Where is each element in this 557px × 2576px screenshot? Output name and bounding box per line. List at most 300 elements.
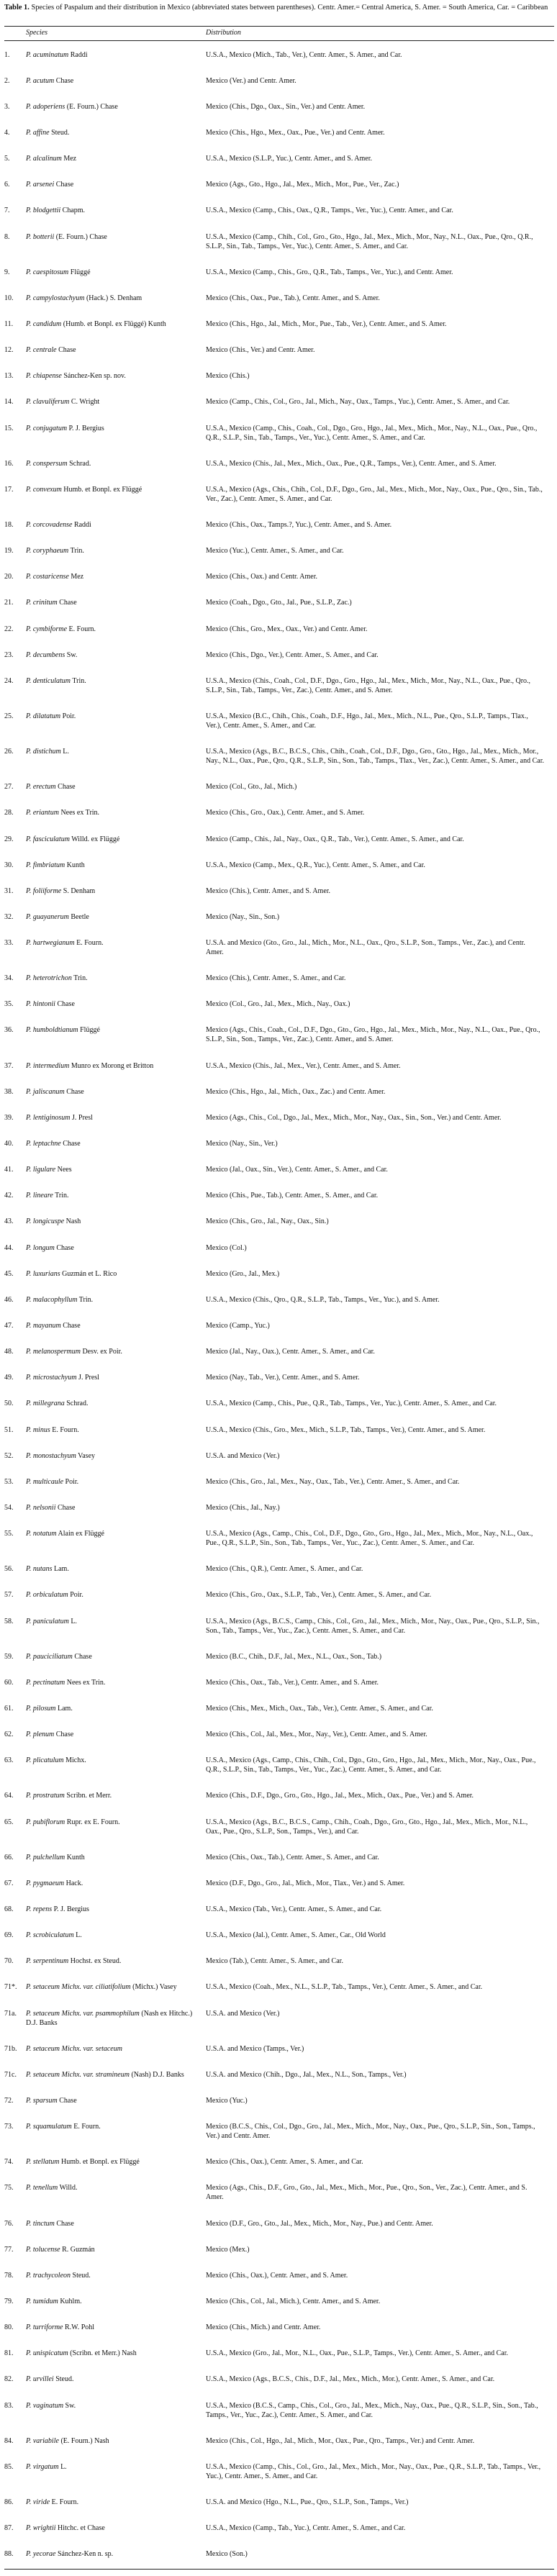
species-distribution: Mexico (Chis., Gro., Oax.), Centr. Amer., and S. Amer. xyxy=(206,809,365,817)
species-name xyxy=(26,520,206,538)
table-row xyxy=(0,1209,557,1235)
species-binomial: P. malacophyllum xyxy=(26,1295,78,1304)
row-number: 58. xyxy=(4,1617,14,1625)
species-name xyxy=(26,1678,206,1696)
species-authority: L. xyxy=(58,2462,67,2471)
table-row xyxy=(0,94,557,119)
species-distribution: U.S.A., Mexico (Tab., Ver.), Centr. Amer., S. Amer., and Car. xyxy=(206,1905,382,1913)
species-authority: L. xyxy=(68,1617,77,1625)
table-row xyxy=(0,119,557,145)
table-row xyxy=(0,2393,557,2428)
species-distribution: Mexico (Camp., Yuc.) xyxy=(206,1322,270,1330)
species-authority: Trin. xyxy=(68,547,84,555)
species-name xyxy=(26,459,206,477)
row-number: 2. xyxy=(4,76,10,85)
row-number: 69. xyxy=(4,1931,14,1940)
species-distribution: Mexico (Col.) xyxy=(206,1243,247,1252)
table-row xyxy=(0,590,557,616)
species-binomial: P. sparsum xyxy=(26,2096,58,2105)
table-row xyxy=(0,992,557,1017)
species-name xyxy=(26,2122,206,2149)
species-name xyxy=(26,1399,206,1417)
species-name xyxy=(26,1295,206,1313)
species-distribution: U.S.A., Mexico (Ags., B.C.S., Camp., Chis., Col., Gro., Jal., Mex., Mich., Mor., Nay., Oax., Pue., Qro., S.L.P., Sin., Son., Tab., Tamps., Ver., Yuc., Zac.), Centr. Amer., S. Amer., and Car. xyxy=(206,1617,540,1635)
species-distribution: U.S.A., Mexico (Ags., B.C.S., Chis., D.F., Jal., Mex., Mich., Mor.), Centr. Amer., S. Amer., and Car. xyxy=(206,2375,495,2384)
species-authority: Chase xyxy=(55,1504,76,1513)
row-number: 65. xyxy=(4,1818,14,1826)
species-binomial: P. chiapense xyxy=(26,372,62,381)
species-binomial: P. tumidum xyxy=(26,2297,58,2305)
species-name xyxy=(26,2436,206,2454)
species-binomial: P. mayanum xyxy=(26,1322,61,1330)
table-top-rule xyxy=(4,26,554,27)
species-binomial: P. fimbriatum xyxy=(26,861,65,869)
species-binomial: P. yecorae xyxy=(26,2550,56,2559)
species-binomial: P. arsenei xyxy=(26,181,55,189)
species-binomial: P. plenum xyxy=(26,1731,55,1739)
species-authority: Chase xyxy=(57,599,77,607)
table-row xyxy=(0,642,557,668)
row-number: 1. xyxy=(4,50,10,59)
species-authority: Schrad. xyxy=(67,459,91,468)
species-binomial: P. leptachne xyxy=(26,1140,61,1148)
row-number: 30. xyxy=(4,861,14,869)
species-binomial: P. lineare xyxy=(26,1192,53,1200)
table-row xyxy=(0,1105,557,1130)
species-distribution: Mexico (Chis., Gro., Mex., Oax., Ver.) and Centr. Amer. xyxy=(206,625,368,633)
species-name xyxy=(26,1373,206,1391)
species-authority: Chase xyxy=(64,1087,84,1096)
row-number: 25. xyxy=(4,712,14,720)
row-number: 88. xyxy=(4,2550,14,2559)
table-row xyxy=(0,68,557,94)
species-binomial: P. turriforme xyxy=(26,2323,63,2332)
species-binomial: P. monostachyum xyxy=(26,1451,76,1460)
species-name xyxy=(26,2297,206,2315)
species-binomial: P. microstachyum xyxy=(26,1374,77,1382)
species-name xyxy=(26,371,206,389)
species-distribution: Mexico (Chis., Dgo., Ver.), Centr. Amer., S. Amer., and Car. xyxy=(206,650,379,659)
species-distribution: Mexico (Ver.) and Centr. Amer. xyxy=(206,76,296,85)
species-binomial: P. candidum xyxy=(26,319,62,328)
species-authority: Rupr. ex E. Fourn. xyxy=(65,1818,120,1826)
species-authority: Chase xyxy=(55,1000,75,1009)
row-number: 85. xyxy=(4,2462,14,2471)
table-row xyxy=(0,538,557,564)
species-name xyxy=(26,2245,206,2263)
table-row xyxy=(0,1809,557,1844)
species-distribution: Mexico (Chis., Ver.) and Centr. Amer. xyxy=(206,346,315,355)
species-name xyxy=(26,650,206,668)
species-binomial: P. hartwegianum xyxy=(26,939,75,948)
species-binomial: P. acutum xyxy=(26,76,55,85)
species-authority: Mez xyxy=(68,573,84,581)
row-number: 40. xyxy=(4,1140,14,1148)
row-number: 37. xyxy=(4,1061,14,1070)
table-row xyxy=(0,703,557,738)
species-name xyxy=(26,1425,206,1443)
species-binomial: P. millegrana xyxy=(26,1400,65,1408)
row-number: 56. xyxy=(4,1565,14,1574)
species-binomial: P. eriantum xyxy=(26,809,59,817)
species-authority: (Scribn. et Merr.) Nash xyxy=(68,2349,137,2358)
species-name xyxy=(26,1025,206,1053)
species-distribution: Mexico (Chis.), Centr. Amer., and S. Amer. xyxy=(206,886,331,895)
row-number: 5. xyxy=(4,155,10,163)
species-name xyxy=(26,180,206,198)
row-number: 28. xyxy=(4,809,14,817)
species-binomial: P. nelsonii xyxy=(26,1504,56,1513)
species-distribution: U.S.A., Mexico (Chis., Gro., Mex., Mich., S.L.P., Tab., Tamps., Ver.), Centr. Amer., and S. Amer. xyxy=(206,1425,486,1434)
species-name xyxy=(26,2271,206,2289)
species-authority: Trin. xyxy=(71,974,88,983)
species-authority: Humb. et Bonpl. ex Flüggé xyxy=(59,2158,140,2167)
table-row xyxy=(0,1287,557,1312)
species-distribution: U.S.A., Mexico (Ags., Camp., Chis., Col., D.F., Dgo., Gto., Gro., Hgo., Jal., Mex., Mich., Mor., Nay., N.L., Oax., Pue., Q.R., S.L.P., Sin., Son., Tab., Tamps., Ver., Yuc., Zac.), Centr. Amer., S. Amer., and Car. xyxy=(206,1530,533,1548)
species-distribution: U.S.A., Mexico (Camp., Chis., Coah., Col., Dgo., Gro., Hgo., Jal., Mex., Mich., Mor., Nay., N.L., Oax., Pue., Qro., Q.R., S.L.P., Sin., Tab., Tamps., Ver., Yuc.), Centr. Amer., S. Amer., and Car. xyxy=(206,424,538,442)
table-row xyxy=(0,512,557,538)
row-number: 66. xyxy=(4,1853,14,1861)
row-number: 84. xyxy=(4,2436,14,2445)
species-binomial: P. tolucense xyxy=(26,2245,60,2254)
species-name xyxy=(26,128,206,146)
table-row xyxy=(0,1079,557,1105)
row-number: 60. xyxy=(4,1678,14,1687)
species-binomial: P. pygmaeum xyxy=(26,1879,65,1887)
species-name xyxy=(26,2498,206,2516)
row-number: 63. xyxy=(4,1756,14,1765)
species-distribution: U.S.A., Mexico (Jal.), Centr. Amer., S. Amer., Car., Old World xyxy=(206,1931,386,1940)
table-row xyxy=(0,415,557,450)
table-row xyxy=(0,2236,557,2262)
species-name xyxy=(26,1243,206,1261)
species-binomial: P. acuminatum xyxy=(26,50,69,59)
species-name xyxy=(26,424,206,451)
species-distribution: Mexico (Chis., Oax.), Centr. Amer., and S. Amer. xyxy=(206,2271,348,2280)
row-number: 23. xyxy=(4,650,14,659)
species-name xyxy=(26,1529,206,1556)
table-row xyxy=(0,966,557,992)
species-binomial: P. costaricense xyxy=(26,573,69,581)
species-name xyxy=(26,2009,206,2036)
species-authority: L. xyxy=(73,1931,82,1940)
species-binomial: P. distichum xyxy=(26,748,61,756)
species-binomial: P. adoperiens xyxy=(26,102,65,111)
species-authority: J. Presl xyxy=(70,1113,93,1122)
species-name xyxy=(26,76,206,94)
row-number: 62. xyxy=(4,1731,14,1739)
table-row xyxy=(0,1974,557,2000)
species-distribution: U.S.A., Mexico (Camp., Mex., Q.R., Yuc.), Centr. Amer., S. Amer., and Car. xyxy=(206,861,425,869)
species-binomial: P. luxurians xyxy=(26,1269,60,1278)
species-authority: Chase xyxy=(54,1731,74,1739)
table-row xyxy=(0,2210,557,2236)
species-authority: R. Guzmán xyxy=(60,2245,95,2254)
species-distribution: Mexico (Ags., Chis., Col., Dgo., Jal., Mex., Mich., Mor., Nay., Oax., Sin., Son., Ver.) and Centr. Amer. xyxy=(206,1113,502,1122)
table-row xyxy=(0,1844,557,1870)
table-row xyxy=(0,2367,557,2393)
species-distribution: Mexico (Chis., Oax., Tab.), Centr. Amer., S. Amer., and Car. xyxy=(206,1853,379,1861)
species-distribution: U.S.A., Mexico (Ags., B.C., B.C.S., Chis., Chih., Coah., Col., D.F., Dgo., Gro., Gto., Hgo., Jal., Mex., Mich., Mor., Nay., N.L., Oax., Pue., Qro., Q.R., S.L.P., Sin., Son., Tab., Tamps., Tlax., Ver., Zac.), Centr. Amer., S. Amer., and Car. xyxy=(206,748,544,766)
species-binomial: P. decumbens xyxy=(26,650,65,659)
species-distribution: Mexico (Son.) xyxy=(206,2550,248,2559)
species-binomial: P. guayanerum xyxy=(26,912,69,921)
table-row xyxy=(0,1365,557,1391)
table-row xyxy=(0,2428,557,2454)
species-name xyxy=(26,1818,206,1845)
row-number: 87. xyxy=(4,2524,14,2533)
species-binomial: P. cymbiforme xyxy=(26,625,68,633)
row-number: 38. xyxy=(4,1087,14,1096)
species-name xyxy=(26,1791,206,1809)
species-authority: Schrad. xyxy=(64,1400,89,1408)
row-number: 36. xyxy=(4,1026,14,1035)
species-distribution: Mexico (Jal., Oax., Sin., Ver.), Centr. Amer., S. Amer., and Car. xyxy=(206,1166,388,1174)
species-authority: Lam. xyxy=(52,1565,69,1574)
species-distribution: Mexico (Camp., Chis., Col., Gro., Jal., Mich., Nay., Oax., Tamps., Yuc.), Centr. Amer., S. Amer., and Car. xyxy=(206,398,510,407)
table-row xyxy=(0,42,557,68)
species-distribution: Mexico (Chis., Hgo., Jal., Mich., Oax., Zac.) and Centr. Amer. xyxy=(206,1087,386,1096)
species-distribution: Mexico (Chis., Q.R.), Centr. Amer., S. Amer., and Car. xyxy=(206,1565,363,1574)
row-number: 22. xyxy=(4,625,14,633)
species-binomial: P. alcalinum xyxy=(26,155,62,163)
table-row xyxy=(0,2454,557,2489)
table-row xyxy=(0,2087,557,2113)
table-row xyxy=(0,476,557,512)
species-name xyxy=(26,1617,206,1644)
species-authority: (E. Fourn.) Chase xyxy=(65,102,118,111)
table-row xyxy=(0,1495,557,1520)
species-authority: E. Fourn. xyxy=(67,625,96,633)
species-authority: (Hack.) S. Denham xyxy=(84,294,142,302)
species-distribution: Mexico (Chis., Oax.) and Centr. Amer. xyxy=(206,573,317,581)
species-binomial: P. convexum xyxy=(26,485,62,494)
species-distribution: Mexico (Chis., Dgo., Oax., Sin., Ver.) and Centr. Amer. xyxy=(206,102,366,111)
species-authority: Chase xyxy=(54,2219,74,2228)
species-distribution: U.S.A. and Mexico (Tamps., Ver.) xyxy=(206,2044,304,2053)
row-number: 19. xyxy=(4,547,14,555)
species-name xyxy=(26,50,206,68)
table-row xyxy=(0,2036,557,2062)
table-row xyxy=(0,2262,557,2288)
row-number: 43. xyxy=(4,1217,14,1226)
row-number: 3. xyxy=(4,102,10,111)
species-binomial: P. pubiflorum xyxy=(26,1818,65,1826)
species-name xyxy=(26,1730,206,1748)
species-authority: Trin. xyxy=(77,1295,94,1304)
species-authority: Flüggé xyxy=(78,1026,100,1035)
row-number: 72. xyxy=(4,2096,14,2105)
species-distribution: U.S.A., Mexico (Chis., Jal., Mex., Mich., Oax., Pue., Q.R., Tamps., Ver.), Centr. Amer., and S. Amer. xyxy=(206,459,497,468)
row-number: 53. xyxy=(4,1477,14,1486)
table-row xyxy=(0,1870,557,1896)
table-row xyxy=(0,2516,557,2541)
table-row xyxy=(0,774,557,800)
species-authority: Chase xyxy=(56,346,76,355)
species-name xyxy=(26,572,206,590)
species-binomial: P. urvillei xyxy=(26,2375,54,2384)
species-authority: Alain ex Flüggé xyxy=(56,1530,104,1538)
species-binomial: P. squamulatum xyxy=(26,2123,72,2131)
species-authority: (Humb. et Bonpl. ex Flüggé) Kunth xyxy=(61,319,166,328)
row-number: 31. xyxy=(4,886,14,895)
species-name xyxy=(26,1982,206,2000)
species-binomial: P. erectum xyxy=(26,783,56,792)
table-row xyxy=(0,1339,557,1365)
species-name xyxy=(26,1853,206,1871)
species-binomial: P. pectinatum xyxy=(26,1678,65,1687)
species-name xyxy=(26,1503,206,1521)
species-binomial: P. foliiforme xyxy=(26,886,62,895)
species-authority: Trin. xyxy=(53,1192,69,1200)
species-name xyxy=(26,102,206,120)
table-row xyxy=(0,1521,557,1556)
species-distribution: Mexico (Chis., Oax., Tab., Ver.), Centr. Amer., and S. Amer. xyxy=(206,1678,379,1687)
species-distribution: U.S.A., Mexico (Ags., Camp., Chis., Chih., Col., Dgo., Gto., Gro., Hgo., Jal., Mex., Mich., Mor., Nay., Oax., Pue., Q.R., S.L.P., Sin., Tab., Tamps., Ver., Yuc., Zac.), Centr. Amer., S. Amer., and Car. xyxy=(206,1756,536,1774)
table-row xyxy=(0,800,557,826)
row-number: 46. xyxy=(4,1295,14,1304)
row-number: 86. xyxy=(4,2498,14,2506)
species-authority: Chase xyxy=(57,2096,77,2105)
species-name xyxy=(26,1087,206,1105)
species-name xyxy=(26,2401,206,2428)
row-number: 57. xyxy=(4,1591,14,1600)
row-number: 17. xyxy=(4,485,14,494)
table-row xyxy=(0,1643,557,1669)
species-name xyxy=(26,2219,206,2237)
species-name xyxy=(26,1113,206,1131)
species-binomial: P. repens xyxy=(26,1905,53,1913)
species-distribution: Mexico (Chis., Jal., Nay.) xyxy=(206,1504,280,1513)
species-binomial: P. conjugatum xyxy=(26,424,68,432)
species-authority: Sánchez-Ken n. sp. xyxy=(55,2550,114,2559)
species-authority: Sw. xyxy=(63,2401,76,2410)
species-binomial: P. orbiculatum xyxy=(26,1591,68,1600)
species-name xyxy=(26,1139,206,1157)
species-distribution: Mexico (Chis., Gro., Jal., Mex., Nay., Oax., Tab., Ver.), Centr. Amer., S. Amer., and Car. xyxy=(206,1477,460,1486)
species-authority: (Nash) D.J. Banks xyxy=(129,2070,184,2079)
species-name xyxy=(26,485,206,512)
species-name xyxy=(26,2070,206,2088)
table-row xyxy=(0,1312,557,1338)
row-number: 32. xyxy=(4,912,14,921)
table-row xyxy=(0,285,557,311)
species-authority: Chase xyxy=(55,783,76,792)
row-number: 73. xyxy=(4,2123,14,2131)
species-binomial: P. affine xyxy=(26,128,50,137)
species-name xyxy=(26,2375,206,2393)
species-distribution: Mexico (Ags., Chis., D.F., Gro., Gto., Jal., Mex., Mich., Mor., Pue., Qro., Son., Ver., Zac.), Centr. Amer., and S. Amer. xyxy=(206,2184,527,2202)
species-binomial: P. corcovadense xyxy=(26,520,73,529)
table-row xyxy=(0,1896,557,1922)
species-name xyxy=(26,1451,206,1469)
species-distribution: U.S.A. and Mexico (Ver.) xyxy=(206,1451,280,1460)
species-distribution: Mexico (Nay., Tab., Ver.), Centr. Amer., and S. Amer. xyxy=(206,1374,360,1382)
species-binomial: P. variabile xyxy=(26,2436,59,2445)
table-caption xyxy=(4,3,553,13)
species-name xyxy=(26,1704,206,1722)
species-authority: J. Presl xyxy=(76,1374,99,1382)
species-authority: Humb. et Bonpl. ex Flüggé xyxy=(61,485,142,494)
table-row xyxy=(0,259,557,285)
row-number: 48. xyxy=(4,1348,14,1356)
species-authority: Chase xyxy=(54,76,74,85)
species-distribution: U.S.A., Mexico (Camp., Tab., Yuc.), Centr. Amer., S. Amer., and Car. xyxy=(206,2524,406,2533)
species-authority: Steud. xyxy=(49,128,70,137)
species-binomial: P. setaceum Michx. var. setaceum xyxy=(26,2044,122,2053)
species-name xyxy=(26,886,206,904)
species-name xyxy=(26,1269,206,1287)
species-name xyxy=(26,1756,206,1783)
species-authority: Nees ex Trin. xyxy=(65,1678,106,1687)
species-name xyxy=(26,2044,206,2062)
species-binomial: P. notatum xyxy=(26,1530,57,1538)
species-distribution: Mexico (Chis.), Centr. Amer., S. Amer., and Car. xyxy=(206,974,346,983)
species-binomial: P. tinctum xyxy=(26,2219,55,2228)
species-distribution: U.S.A., Mexico (Camp., Chis., Gro., Q.R., Tab., Tamps., Ver., Yuc.), and Centr. Amer. xyxy=(206,268,453,276)
species-distribution: U.S.A., Mexico (Mich., Tab., Ver.), Centr. Amer., S. Amer., and Car. xyxy=(206,50,402,59)
row-number: 33. xyxy=(4,939,14,948)
species-distribution: U.S.A., Mexico (Camp., Chih., Col., Gro., Gto., Hgo., Jal., Mex., Mich., Mor., Nay., N.L., Oax., Pue., Qro., Q.R., S.L.P., Sin., Tab., Tamps., Ver., Yuc.), Centr. Amer., S. Amer., and Car. xyxy=(206,232,533,250)
species-authority: Guzmán et L. Rico xyxy=(60,1269,117,1278)
table-bottom-rule xyxy=(4,2569,554,2570)
species-name xyxy=(26,598,206,616)
species-binomial: P. clavuliferum xyxy=(26,398,70,407)
species-name xyxy=(26,1879,206,1897)
table-row xyxy=(0,1391,557,1417)
species-authority: Nash xyxy=(64,1217,81,1226)
species-binomial: P. serpentinum xyxy=(26,1957,69,1966)
table-row xyxy=(0,1748,557,1783)
species-authority: Desv. ex Poir. xyxy=(80,1348,122,1356)
row-number: 27. xyxy=(4,783,14,792)
row-number: 24. xyxy=(4,676,14,685)
species-authority: Willd. xyxy=(58,2184,78,2192)
table-row xyxy=(0,224,557,259)
row-number: 16. xyxy=(4,459,14,468)
table-row xyxy=(0,2175,557,2210)
row-number: 70. xyxy=(4,1957,14,1966)
row-number: 77. xyxy=(4,2245,14,2254)
species-name xyxy=(26,345,206,363)
species-binomial: P. vaginatum xyxy=(26,2401,64,2410)
species-authority: E. Fourn. xyxy=(74,939,104,948)
species-distribution: U.S.A., Mexico (Camp., Chis., Col., Gro., Jal., Mex., Mich., Mor., Nay., Oax., Pue., Q.R., S.L.P., Tab., Tamps., Ver., Yuc.), Centr. Amer., S. Amer., and Car. xyxy=(206,2462,541,2480)
table-row xyxy=(0,878,557,904)
table-caption-label: Table 1. xyxy=(4,4,30,12)
species-authority: C. Wright xyxy=(69,398,100,407)
species-name xyxy=(26,1905,206,1923)
species-authority: L. xyxy=(60,748,69,756)
column-header-distribution: Distribution xyxy=(206,29,241,37)
row-number: 47. xyxy=(4,1322,14,1330)
species-distribution: U.S.A. and Mexico (Ver.) xyxy=(206,2009,280,2018)
species-authority: Chase xyxy=(54,1243,74,1252)
species-name xyxy=(26,938,206,966)
species-distribution: U.S.A., Mexico (Chis., Coah., Col., D.F., Dgo., Gro., Hgo., Jal., Mex., Mich., Mor., Nay., N.L., Oax., Pue., Qro., S.L.P., Sin., Tab., Tamps., Ver., Zac.), Centr. Amer., and S. Amer. xyxy=(206,676,531,694)
table-row xyxy=(0,1556,557,1582)
row-number: 45. xyxy=(4,1269,14,1278)
species-authority: Poir. xyxy=(68,1591,83,1600)
row-number: 83. xyxy=(4,2401,14,2410)
species-authority: Flüggé xyxy=(68,268,91,276)
species-name xyxy=(26,999,206,1017)
species-distribution: Mexico (Gro., Jal., Mex.) xyxy=(206,1269,280,1278)
species-binomial: P. lentiginosum xyxy=(26,1113,71,1122)
row-number: 55. xyxy=(4,1530,14,1538)
row-number: 10. xyxy=(4,294,14,302)
row-number: 9. xyxy=(4,268,10,276)
